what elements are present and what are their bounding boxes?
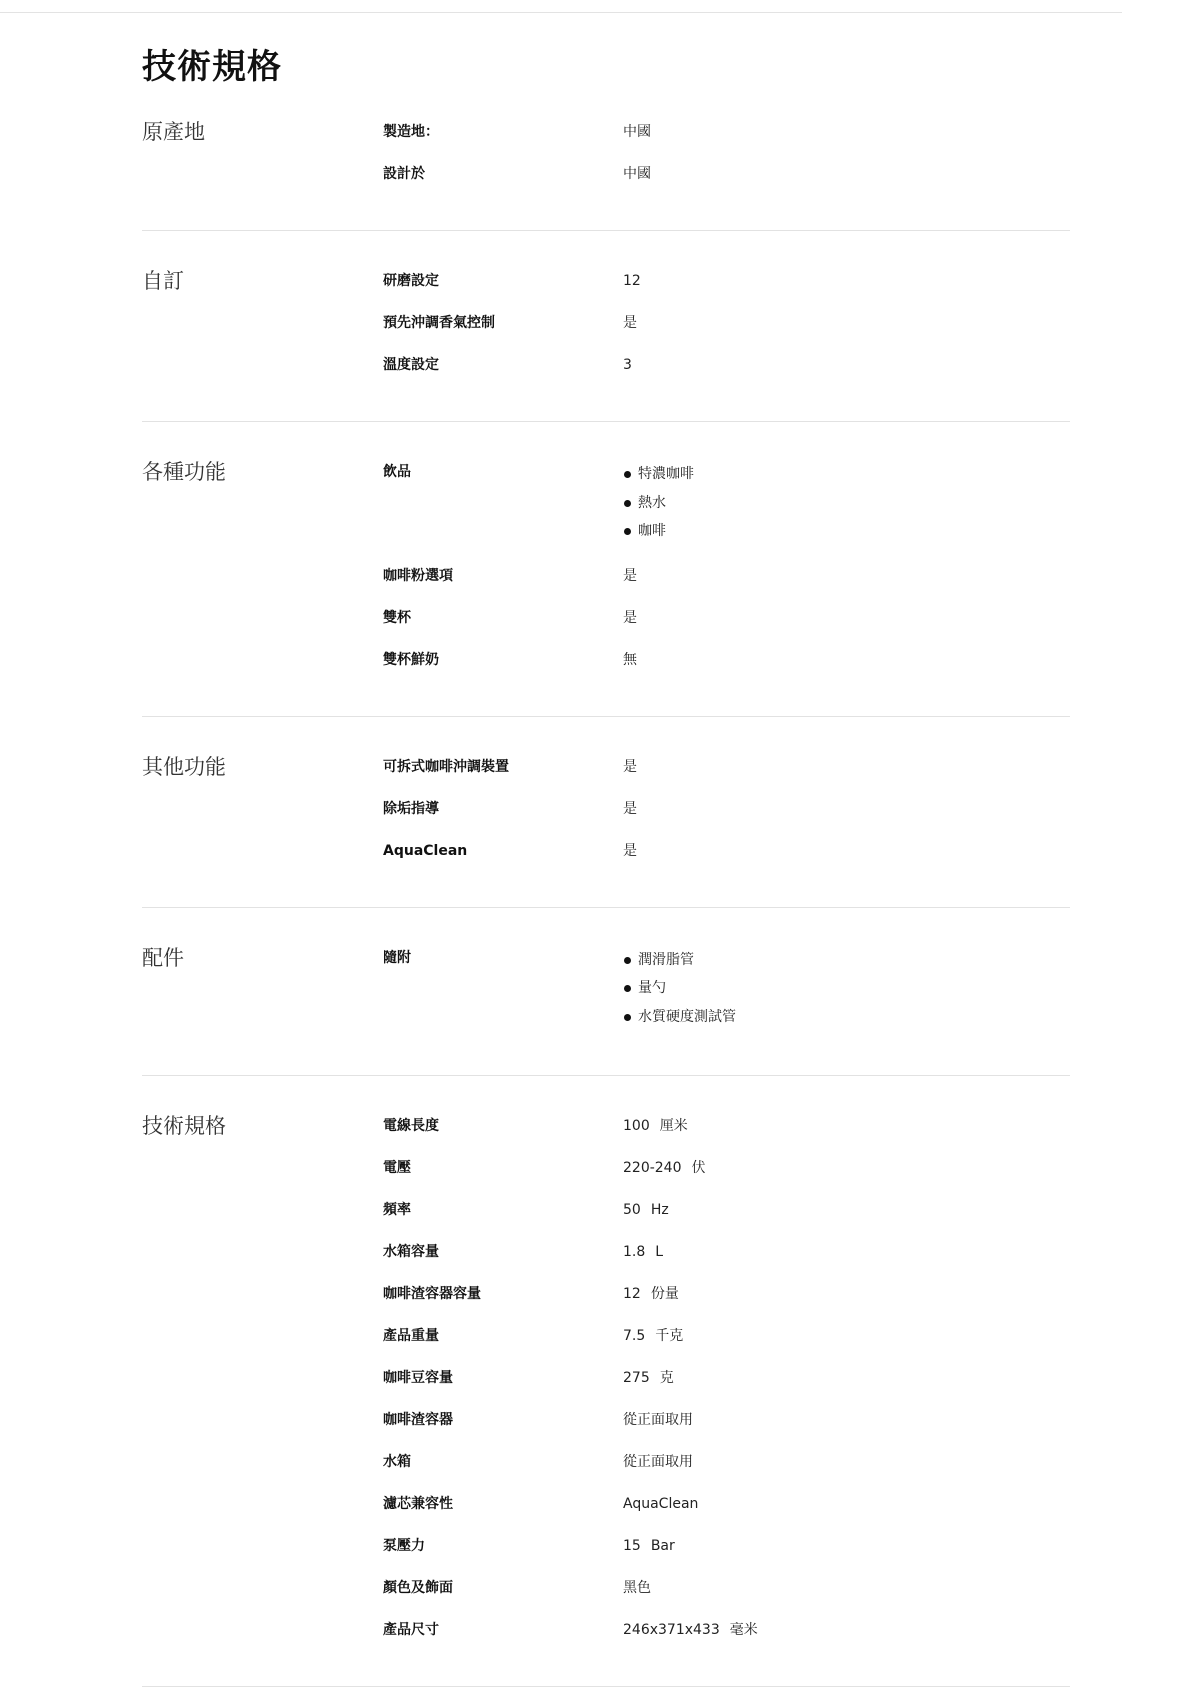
spec-value-text: 3 xyxy=(623,357,632,373)
spec-value xyxy=(623,751,1070,783)
spec-row xyxy=(383,116,1070,158)
spec-label: 咖啡豆容量 xyxy=(383,1370,453,1386)
spec-value xyxy=(623,793,1070,825)
spec-row xyxy=(383,793,1070,835)
spec-value-unit: 千克 xyxy=(655,1328,684,1344)
spec-row xyxy=(383,265,1070,307)
spec-value-text: 是 xyxy=(623,609,637,626)
spec-label: 咖啡渣容器容量 xyxy=(383,1286,481,1302)
spec-value xyxy=(623,602,1070,634)
spec-value xyxy=(623,644,1070,676)
spec-label: 雙杯 xyxy=(383,609,411,626)
spec-section xyxy=(142,116,1070,231)
spec-value xyxy=(623,1320,1070,1352)
spec-value xyxy=(623,1488,1070,1520)
spec-value xyxy=(623,1404,1070,1436)
spec-label: 電壓 xyxy=(383,1160,411,1176)
spec-label: 可拆式咖啡沖調裝置 xyxy=(383,758,509,775)
spec-value xyxy=(623,1194,1070,1226)
spec-row xyxy=(383,1236,1070,1278)
spec-row xyxy=(383,1572,1070,1614)
spec-value-text: 275 xyxy=(623,1370,650,1386)
spec-row xyxy=(383,560,1070,602)
spec-row xyxy=(383,602,1070,644)
spec-row xyxy=(383,1404,1070,1446)
section-title: 其他功能 xyxy=(142,754,226,779)
spec-label: 預先沖調香氣控制 xyxy=(383,315,495,331)
spec-value-text: 是 xyxy=(623,567,637,584)
spec-label: 咖啡粉選項 xyxy=(383,567,453,584)
spec-rows xyxy=(383,942,1070,1046)
spec-value-text: 從正面取用 xyxy=(623,1454,693,1470)
spec-row xyxy=(383,1320,1070,1362)
spec-value-text: 246x371x433 xyxy=(623,1622,720,1638)
spec-row xyxy=(383,1152,1070,1194)
spec-row xyxy=(383,942,1070,1046)
spec-row xyxy=(383,644,1070,686)
spec-value-text: 是 xyxy=(623,315,637,331)
spec-value-text: 黑色 xyxy=(623,1580,651,1596)
spec-section xyxy=(142,1110,1070,1687)
spec-value xyxy=(623,560,1070,592)
spec-label: 水箱容量 xyxy=(383,1244,439,1260)
section-title: 原產地 xyxy=(142,120,205,144)
spec-row xyxy=(383,456,1070,560)
spec-label: 研磨設定 xyxy=(383,273,439,289)
spec-value xyxy=(623,1530,1070,1562)
spec-row xyxy=(383,158,1070,200)
spec-label: 隨附 xyxy=(383,949,411,966)
spec-value xyxy=(623,1236,1070,1268)
spec-value xyxy=(623,1110,1070,1142)
spec-rows xyxy=(383,1110,1070,1656)
spec-section xyxy=(142,456,1070,717)
spec-value-list xyxy=(623,946,1070,1046)
spec-value xyxy=(623,1614,1070,1646)
spec-value-unit: 份量 xyxy=(650,1286,679,1302)
spec-value xyxy=(623,158,1070,190)
top-divider xyxy=(0,12,1122,13)
spec-value xyxy=(623,1572,1070,1604)
spec-value-text: 是 xyxy=(623,842,637,859)
spec-label: 產品尺寸 xyxy=(383,1622,439,1638)
spec-row xyxy=(383,1194,1070,1236)
spec-value-text: 1.8 xyxy=(623,1244,646,1260)
spec-value-unit: 伏 xyxy=(691,1160,706,1176)
spec-value-list-item: 熱水 xyxy=(623,489,1070,518)
spec-value xyxy=(623,1152,1070,1184)
spec-value-list-item: 水質硬度測試管 xyxy=(623,1003,1070,1032)
spec-row xyxy=(383,349,1070,391)
spec-value-text: 中國 xyxy=(623,166,651,182)
spec-row xyxy=(383,835,1070,877)
section-title: 各種功能 xyxy=(142,460,226,484)
spec-value xyxy=(623,349,1070,381)
spec-value-text: 12 xyxy=(623,1286,641,1302)
spec-section xyxy=(142,265,1070,422)
spec-value xyxy=(623,307,1070,339)
spec-value-unit: 厘米 xyxy=(659,1118,688,1134)
section-title: 配件 xyxy=(142,945,184,970)
spec-label: 雙杯鮮奶 xyxy=(383,651,439,668)
spec-value-unit: 克 xyxy=(659,1370,674,1386)
page-title: 技術規格 xyxy=(142,47,282,87)
spec-label: 除垢指導 xyxy=(383,800,439,817)
spec-value-text: 無 xyxy=(623,651,637,668)
spec-value-text: 220-240 xyxy=(623,1160,682,1176)
spec-rows xyxy=(383,456,1070,686)
spec-label: 水箱 xyxy=(383,1454,411,1470)
spec-value-text: 50 xyxy=(623,1202,641,1218)
spec-value xyxy=(623,1446,1070,1478)
spec-value-list xyxy=(623,460,1070,560)
spec-value xyxy=(623,835,1070,867)
spec-label: AquaClean xyxy=(383,842,468,859)
spec-value-list-item: 潤滑脂管 xyxy=(623,946,1070,975)
spec-row xyxy=(383,1614,1070,1656)
spec-row xyxy=(383,751,1070,793)
spec-label: 設計於 xyxy=(383,166,425,182)
spec-row xyxy=(383,1278,1070,1320)
spec-label: 顏色及飾面 xyxy=(383,1580,453,1596)
spec-label: 頻率 xyxy=(383,1202,411,1218)
spec-rows xyxy=(383,116,1070,200)
spec-value-text: 從正面取用 xyxy=(623,1412,693,1428)
spec-label: 製造地： xyxy=(383,124,439,140)
spec-section xyxy=(142,751,1070,908)
spec-value-list-item: 特濃咖啡 xyxy=(623,460,1070,489)
spec-value-text: AquaClean xyxy=(623,1496,699,1512)
spec-label: 溫度設定 xyxy=(383,357,439,373)
spec-rows xyxy=(383,751,1070,877)
spec-value xyxy=(623,1362,1070,1394)
spec-label: 產品重量 xyxy=(383,1328,439,1344)
spec-label: 濾芯兼容性 xyxy=(383,1496,453,1512)
spec-value-unit: 毫米 xyxy=(729,1622,758,1638)
spec-row xyxy=(383,1110,1070,1152)
spec-label: 泵壓力 xyxy=(383,1538,425,1554)
spec-value-text: 中國 xyxy=(623,124,651,140)
spec-label: 電線長度 xyxy=(383,1118,439,1134)
spec-value-text: 7.5 xyxy=(623,1328,646,1344)
spec-value xyxy=(623,116,1070,148)
spec-row xyxy=(383,1362,1070,1404)
spec-label: 飲品 xyxy=(383,464,411,480)
spec-row xyxy=(383,307,1070,349)
specifications-table xyxy=(142,116,1070,1687)
spec-value-text: 是 xyxy=(623,800,637,817)
spec-row xyxy=(383,1530,1070,1572)
spec-section xyxy=(142,942,1070,1077)
spec-row xyxy=(383,1446,1070,1488)
spec-label: 咖啡渣容器 xyxy=(383,1412,453,1428)
spec-value-list-item: 量勺 xyxy=(623,974,1070,1003)
spec-row xyxy=(383,1488,1070,1530)
spec-value-list-item: 咖啡 xyxy=(623,517,1070,546)
spec-value-text: 12 xyxy=(623,273,641,289)
spec-value-text: 是 xyxy=(623,758,637,775)
spec-rows xyxy=(383,265,1070,391)
spec-value-text: 15 xyxy=(623,1538,641,1554)
spec-value-unit: Hz xyxy=(650,1202,669,1218)
spec-value-unit: L xyxy=(655,1244,664,1260)
section-title: 技術規格 xyxy=(142,1114,226,1138)
spec-value-unit: Bar xyxy=(650,1538,675,1554)
section-title: 自訂 xyxy=(142,269,184,293)
spec-value-text: 100 xyxy=(623,1118,650,1134)
spec-value xyxy=(623,265,1070,297)
spec-value xyxy=(623,1278,1070,1310)
